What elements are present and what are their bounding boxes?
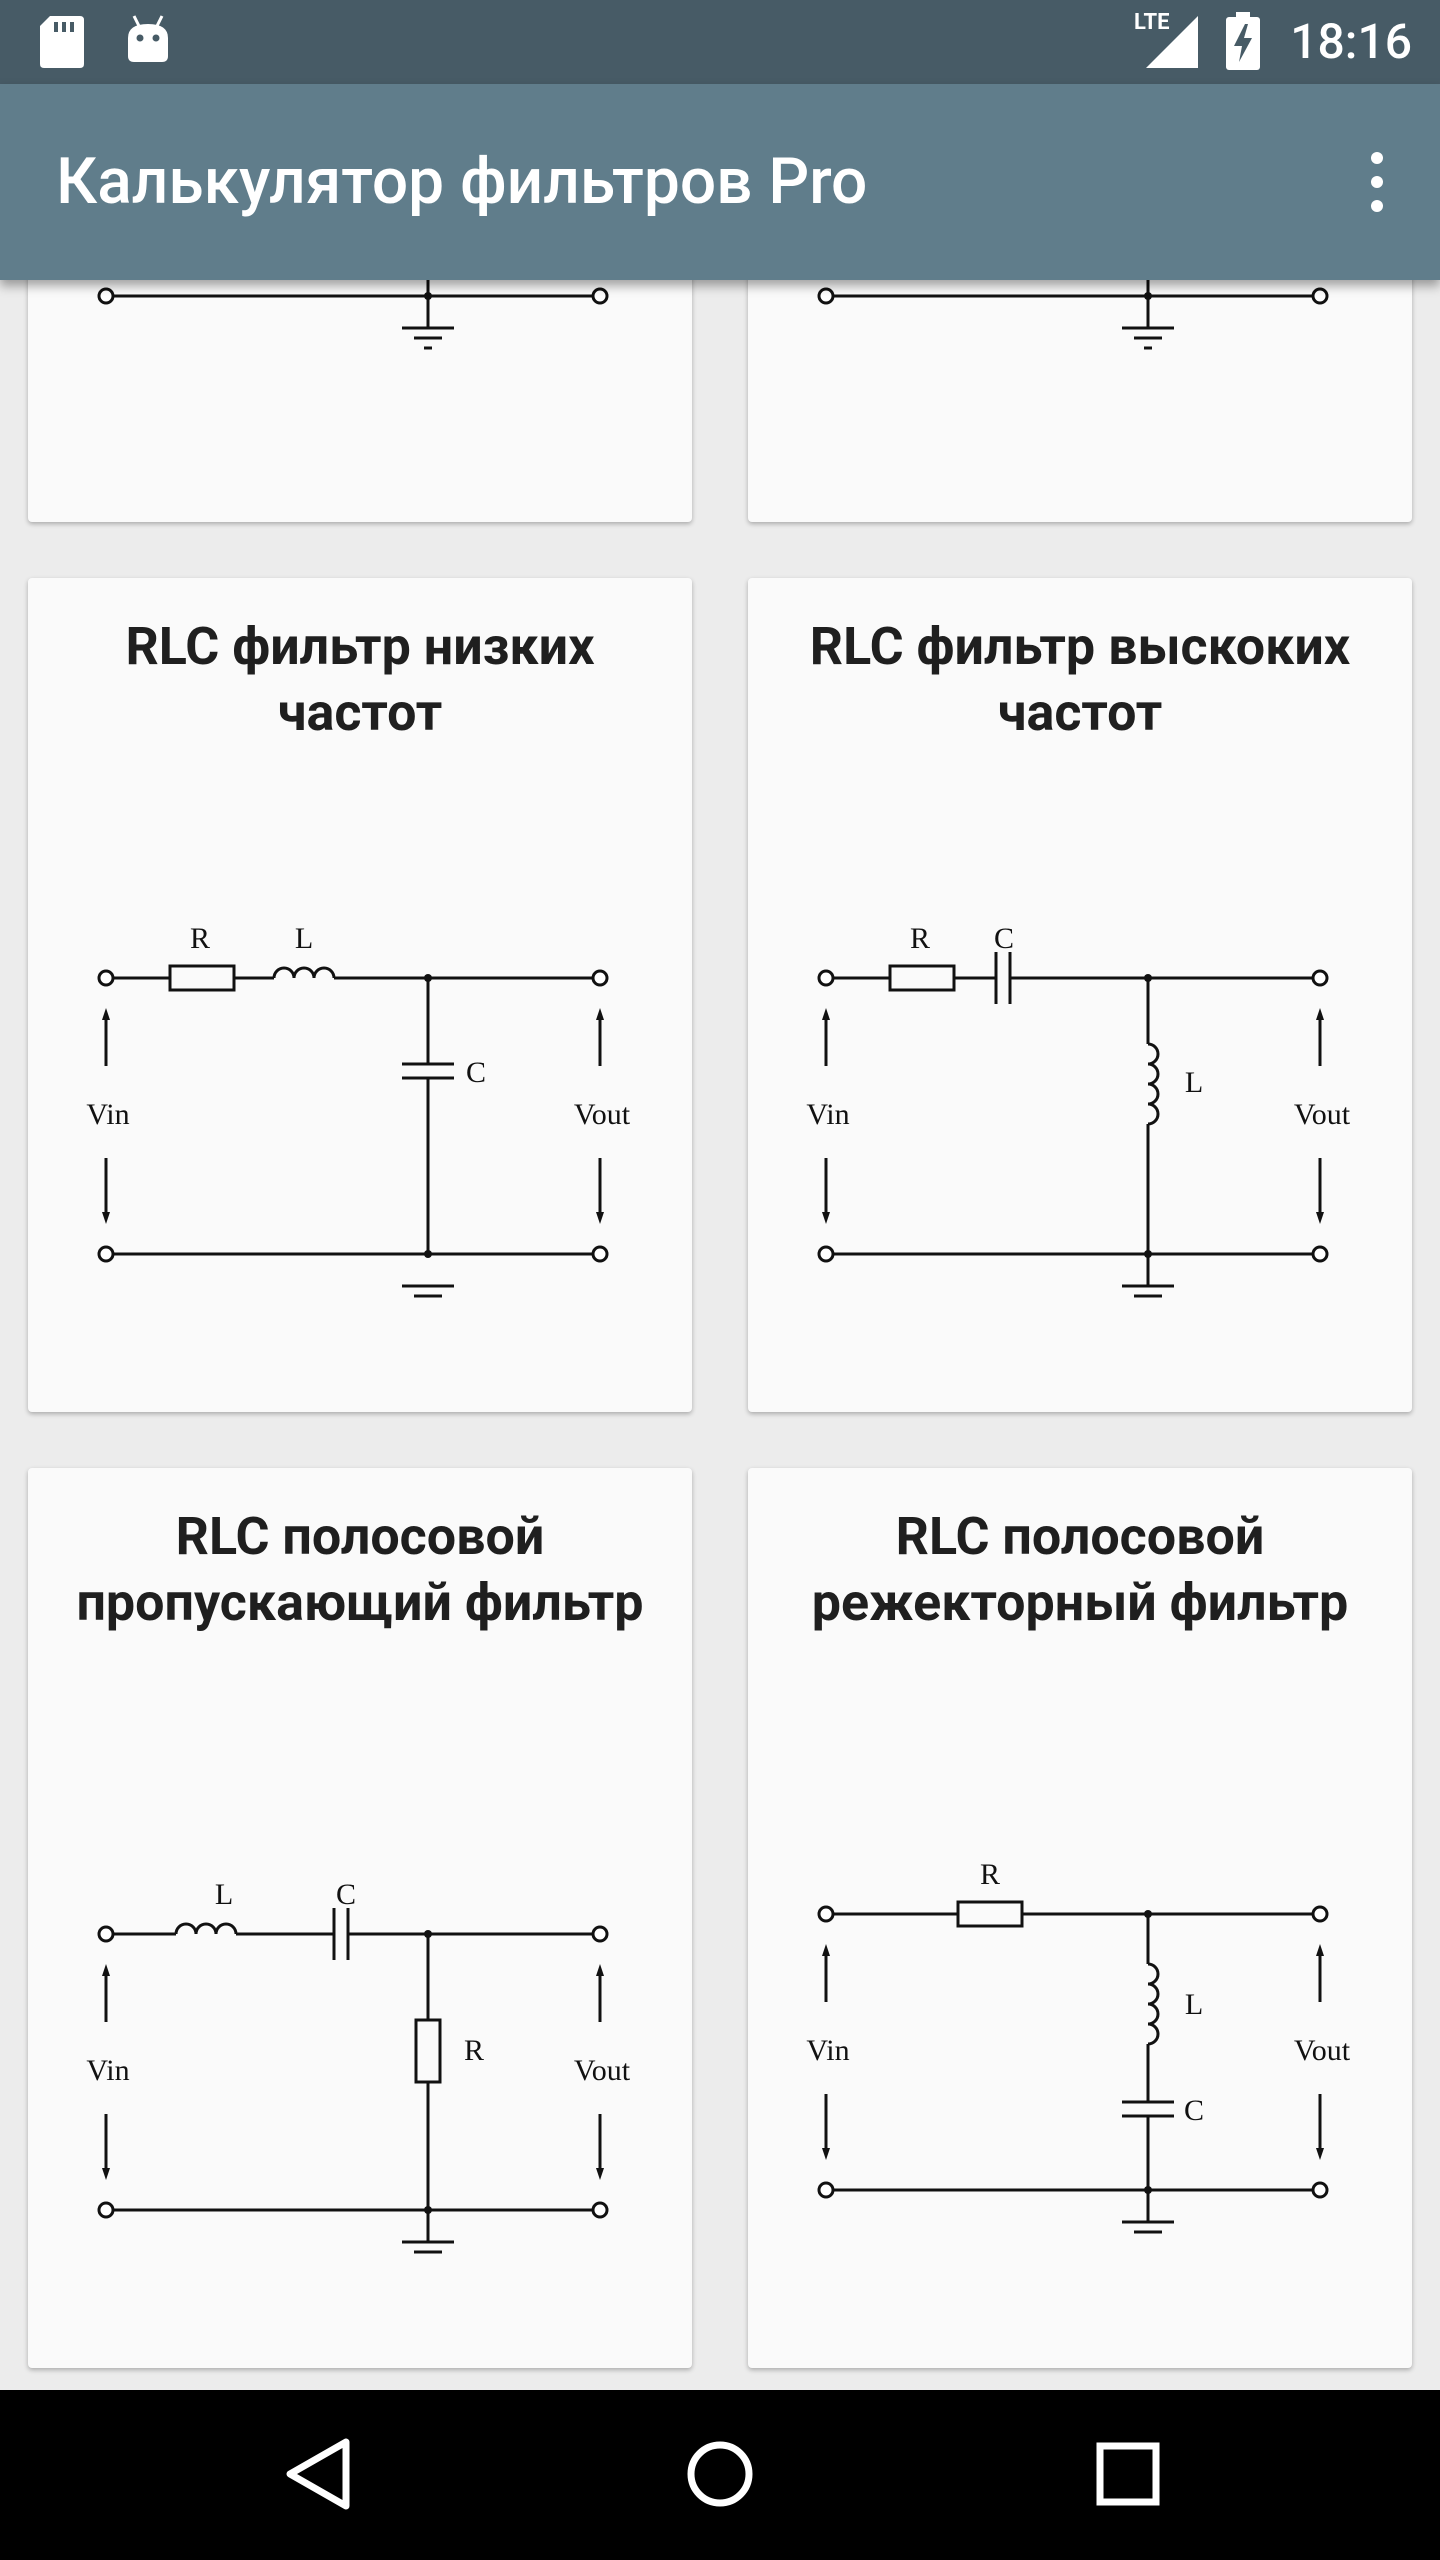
card-title: RLC полосовой пропускающий фильтр xyxy=(76,1506,644,1633)
rlc-bandpass-circuit-diagram xyxy=(28,1824,692,2254)
label-c: C xyxy=(335,1878,357,1911)
rlc-lowpass-circuit-diagram xyxy=(28,868,692,1298)
filter-card-rlc-lowpass[interactable] xyxy=(28,578,692,1412)
filter-card-partial-right[interactable] xyxy=(748,280,1412,522)
label-r: R xyxy=(463,2034,485,2067)
status-bar xyxy=(0,0,1440,84)
label-r: R xyxy=(979,1858,1001,1891)
label-c: C xyxy=(465,1056,487,1089)
label-l: L xyxy=(1184,1066,1204,1099)
filter-card-rlc-highpass[interactable] xyxy=(748,578,1412,1412)
label-vout: Vout xyxy=(1293,2034,1351,2067)
filter-grid xyxy=(0,280,1440,2390)
rlc-bandstop-circuit-diagram xyxy=(748,1804,1412,2234)
back-icon[interactable] xyxy=(280,2434,356,2514)
label-l: L xyxy=(294,922,314,955)
label-c: C xyxy=(993,922,1015,955)
recents-icon[interactable] xyxy=(1092,2438,1164,2510)
label-r: R xyxy=(909,922,931,955)
home-icon[interactable] xyxy=(686,2434,754,2514)
battery-charging-icon xyxy=(1226,12,1260,70)
android-icon xyxy=(124,14,172,64)
filter-card-rlc-bandpass[interactable] xyxy=(28,1468,692,2368)
signal-icon xyxy=(1146,16,1198,68)
label-vout: Vout xyxy=(573,1098,631,1131)
label-vin: Vin xyxy=(806,1098,850,1131)
app-bar xyxy=(0,84,1440,280)
app-title: Калькулятор фильтров Pro xyxy=(56,144,868,219)
label-l: L xyxy=(214,1878,234,1911)
card-title: RLC фильтр низких частот xyxy=(125,616,595,743)
rlc-highpass-circuit-diagram xyxy=(748,868,1412,1298)
more-vert-icon[interactable] xyxy=(1340,140,1412,224)
label-vin: Vin xyxy=(86,2054,130,2087)
label-l: L xyxy=(1184,1988,1204,2021)
navigation-bar xyxy=(0,2390,1440,2560)
label-vout: Vout xyxy=(573,2054,631,2087)
status-time: 18:16 xyxy=(1290,13,1412,70)
label-r: R xyxy=(189,922,211,955)
filter-card-rlc-bandstop[interactable] xyxy=(748,1468,1412,2368)
lte-label: LTE xyxy=(1134,10,1170,35)
circuit-diagram xyxy=(748,280,1412,522)
filter-card-partial-left[interactable] xyxy=(28,280,692,522)
circuit-diagram xyxy=(28,280,692,522)
sd-card-icon xyxy=(40,16,84,68)
label-c: C xyxy=(1183,2094,1205,2127)
label-vin: Vin xyxy=(806,2034,850,2067)
card-title: RLC полосовой режекторный фильтр xyxy=(811,1506,1349,1633)
card-title: RLC фильтр выскоких частот xyxy=(809,616,1351,743)
label-vin: Vin xyxy=(86,1098,130,1131)
label-vout: Vout xyxy=(1293,1098,1351,1131)
